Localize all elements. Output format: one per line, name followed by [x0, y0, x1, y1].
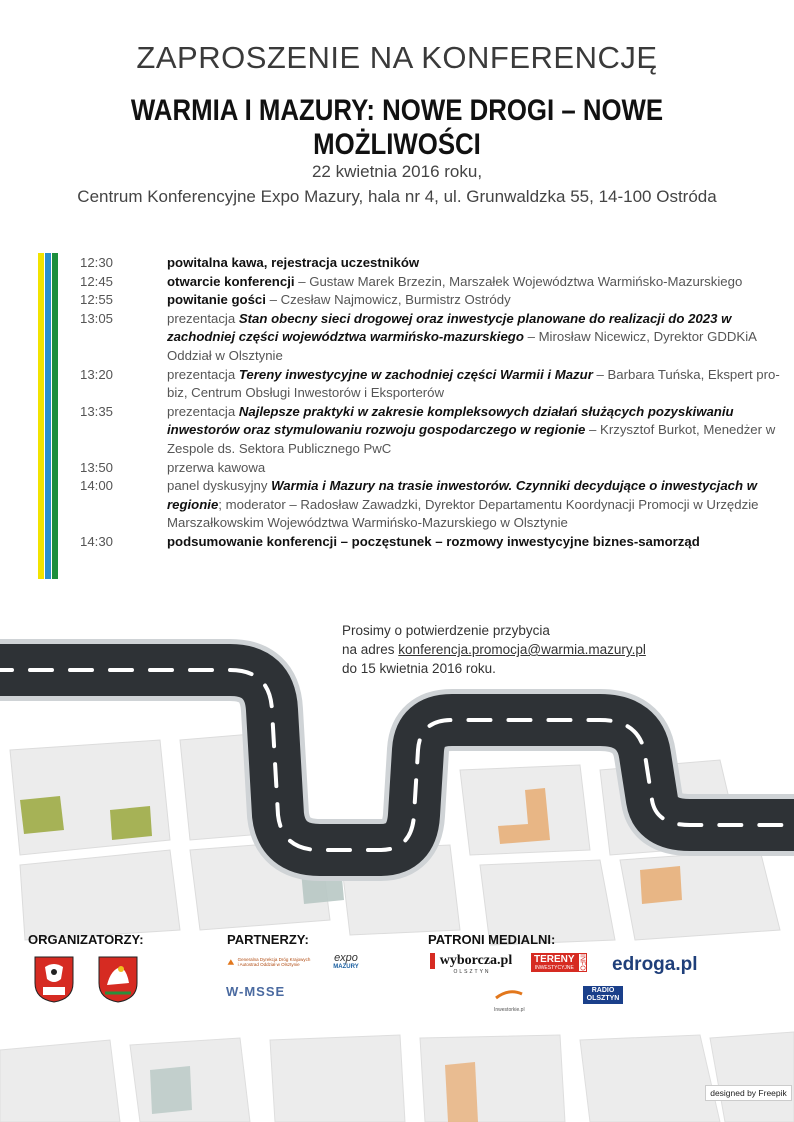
schedule-description [167, 254, 780, 273]
organizers-label: ORGANIZATORZY: [28, 932, 144, 947]
region-coat-of-arms-icon [33, 955, 75, 1003]
schedule-row [80, 254, 780, 273]
schedule-topic: Najlepsze praktyki w zakresie kompleksowych działań służących pozyskiwaniu inwestorów oraz stymulowaniu rozwoju gospodarczego w regionie [167, 403, 734, 438]
schedule-row [80, 533, 780, 552]
wyborcza-logo: wyborcza.pl OLSZTYN [430, 953, 514, 975]
conference-title: WARMIA I MAZURY: NOWE DROGI – NOWE MOŻLIWOŚCI [130, 94, 664, 161]
schedule-time: 12:55 [80, 292, 114, 308]
radio-olsztyn-logo: RADIO OLSZTYN [583, 986, 623, 1004]
schedule-topic: powitalna kawa, rejestracja uczestników [167, 255, 420, 270]
schedule-description [167, 291, 780, 310]
schedule-row [80, 310, 780, 366]
schedule-type: prezentacja [167, 366, 239, 382]
schedule-description [167, 459, 780, 478]
yellow-bar [38, 253, 44, 579]
inwestorkie-logo: Inwestorkie.pl [494, 988, 525, 1013]
schedule-description [167, 533, 780, 552]
schedule-speaker: – Czesław Najmowicz, Burmistrz Ostródy [265, 292, 511, 308]
color-bars [38, 253, 62, 579]
schedule-row [80, 403, 780, 459]
media-patrons-label: PATRONI MEDIALNI: [428, 932, 556, 947]
schedule-speaker: – Mirosław Nicewicz, Dyrektor GDDKiA Oddział w Olsztynie [167, 329, 757, 363]
wmsse-logo: W-MSSE [226, 984, 286, 999]
schedule-time: 14:30 [80, 533, 114, 549]
schedule-topic: podsumowanie konferencji – poczęstunek – rozmowy inwestycyjne biznes-samorząd [167, 533, 700, 549]
conference-date: 22 kwietnia 2016 roku, [311, 162, 483, 181]
schedule-speaker: – Krzysztof Burkot, Menedżer w Zespole ds. Sektora Publicznego PwC [167, 422, 776, 456]
conference-venue: Centrum Konferencyjne Expo Mazury, hala nr 4, ul. Grunwaldzka 55, 14-100 Ostróda [77, 187, 717, 206]
schedule-row [80, 291, 780, 310]
schedule-time: 13:35 [80, 403, 114, 419]
schedule-topic: Stan obecny sieci drogowej oraz inwestycje planowane do realizacji do 2023 w zachodniej części województwa warmińsko-mazurskiego [167, 310, 732, 345]
gddkia-icon [227, 955, 235, 969]
schedule-time: 13:05 [80, 310, 114, 326]
schedule-description [167, 477, 780, 533]
blue-bar [45, 253, 51, 579]
rsvp-line-3: do 15 kwietnia 2016 roku. [342, 661, 496, 676]
schedule-topic: Tereny inwestycyjne w zachodniej części Warmii i Mazur [238, 366, 593, 382]
schedule-time: 12:45 [80, 273, 114, 289]
schedule-type: prezentacja [167, 310, 239, 326]
rsvp-note [342, 621, 646, 678]
freepik-credit: designed by Freepik [705, 1085, 792, 1101]
schedule-topic: Warmia i Mazury na trasie inwestorów. Czynniki decydujące o inwestycjach w regionie [167, 478, 757, 512]
schedule-time: 14:00 [80, 478, 114, 494]
schedule-row [80, 477, 780, 533]
green-bar [52, 253, 58, 579]
gddkia-logo: Generalna Dyrekcja Dróg Krajowych i Autostrad Oddział w Olsztynie [227, 955, 312, 969]
rsvp-email-link[interactable]: konferencja.promocja@warmia.mazury.pl [398, 642, 646, 657]
city-coat-of-arms-icon [97, 955, 139, 1003]
invitation-title: ZAPROSZENIE NA KONFERENCJĘ [136, 40, 658, 75]
schedule-type: prezentacja [167, 403, 239, 419]
schedule-row [80, 459, 780, 478]
schedule-type: przerwa kawowa [167, 459, 266, 475]
schedule-description [167, 310, 780, 366]
schedule-speaker: – Barbara Tuńska, Ekspert pro-biz, Centrum Obsługi Inwestorów i Eksporterów [167, 366, 780, 401]
schedule-description [167, 403, 780, 459]
tereny-inwestycyjne-logo: TERENY INWESTYCYJNE INFO [531, 953, 587, 972]
schedule-time: 13:50 [80, 459, 114, 475]
inwestorkie-icon [494, 988, 524, 1002]
rsvp-line-2: na adres [342, 642, 399, 657]
schedule [80, 254, 780, 552]
schedule-time: 12:30 [80, 255, 114, 270]
bottom-map-decoration [0, 1010, 794, 1122]
schedule-topic: otwarcie konferencji [167, 273, 295, 289]
schedule-description [167, 366, 780, 403]
edroga-logo: edroga.pl [612, 954, 698, 975]
schedule-type: panel dyskusyjny [167, 478, 272, 494]
schedule-topic: powitanie gości [167, 292, 266, 308]
schedule-row [80, 366, 780, 403]
schedule-description [167, 273, 780, 292]
schedule-row [80, 273, 780, 292]
partners-label: PARTNERZY: [227, 932, 309, 947]
schedule-time: 13:20 [80, 366, 114, 382]
schedule-speaker: – Gustaw Marek Brzezin, Marszałek Województwa Warmińsko-Mazurskiego [294, 273, 743, 289]
expo-mazury-logo: expo MAZURY [333, 952, 359, 970]
schedule-speaker: ; moderator – Radosław Zawadzki, Dyrektor Departamentu Koordynacji Promocji w Urzędzie Marszałkowskim Województwa Warmińsko-Mazurskiego w Olsztynie [167, 496, 759, 531]
rsvp-line-1: Prosimy o potwierdzenie przybycia [342, 623, 550, 638]
